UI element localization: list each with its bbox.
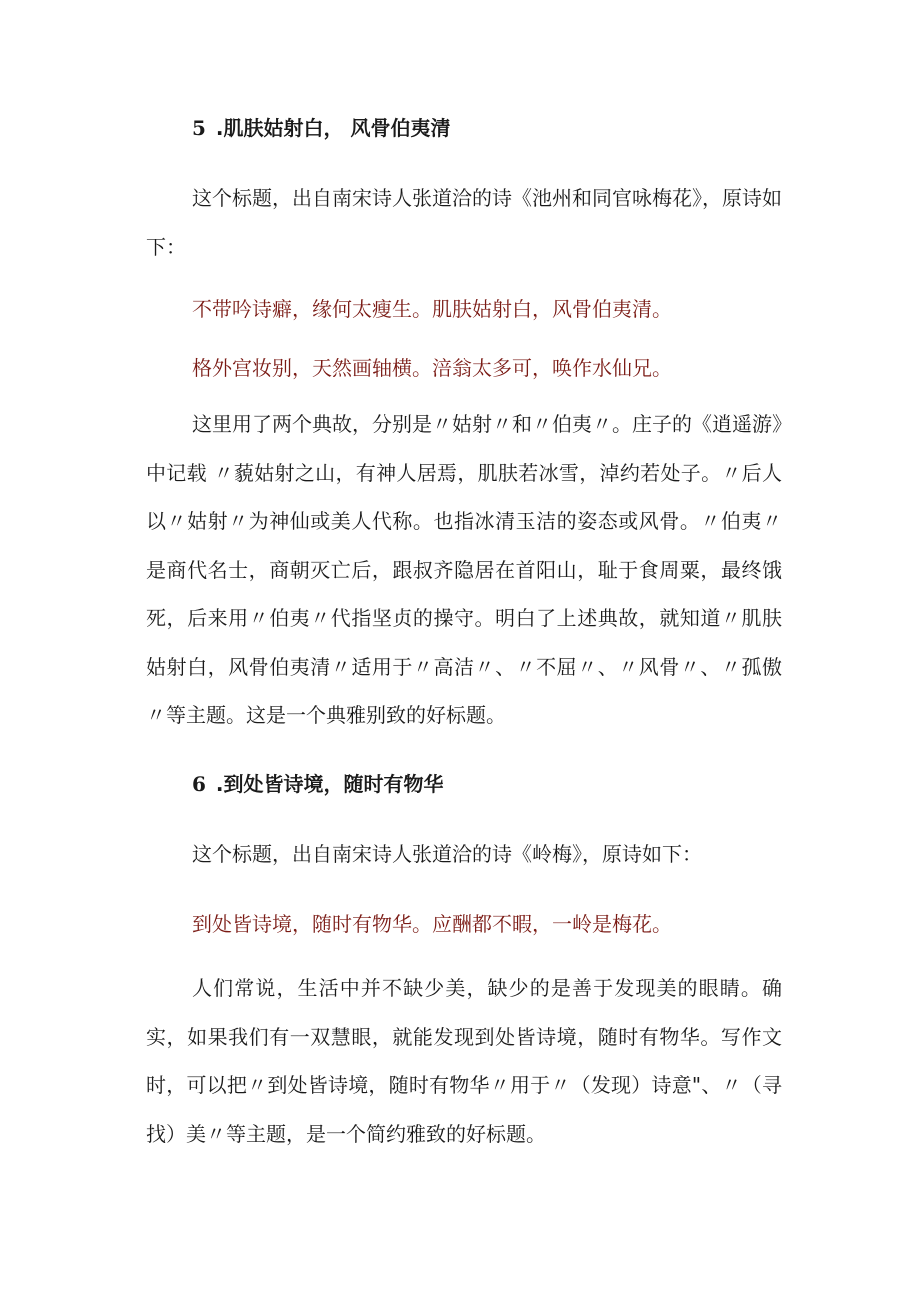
- section-6-title: .到处皆诗境，随时有物华: [215, 772, 444, 796]
- section-5-body: 这里用了两个典故，分别是〃姑射〃和〃伯夷〃。庄子的《逍遥游》中记载 〃藐姑射之山，有神人居焉，肌肤若冰雪，淖约若处子。〃后人以〃姑射〃为神仙或美人代称。也指冰清玉洁的姿态或风骨。〃伯夷〃是商代名士，商朝灭亡后，跟叔齐隐居在首阳山，耻于食周粟，最终饿死，后来用〃伯夷〃代指坚贞的操守。明白了上述典故，就知道〃肌肤姑射白，风骨伯夷清〃适用于〃高洁〃、〃不屈〃、〃风骨〃、〃孤傲〃等主题。这是一个典雅别致的好标题。: [146, 412, 782, 727]
- section-5-number: 5: [192, 116, 206, 140]
- section-6-heading: [192, 768, 444, 797]
- section-5-poem-line-2: 格外宫妆别，天然画轴横。涪翁太多可，唤作水仙兄。: [192, 356, 672, 380]
- section-6-intro: 这个标题，出自南宋诗人张道洽的诗《岭梅》，原诗如下：: [192, 842, 702, 866]
- section-5-poem-line-1: 不带吟诗癖，缘何太瘦生。肌肤姑射白，风骨伯夷清。: [192, 297, 672, 321]
- section-5-intro: 这个标题，出自南宋诗人张道洽的诗《池州和同官咏梅花》，原诗如下：: [146, 186, 782, 259]
- section-5-heading: [192, 112, 450, 141]
- section-6-number: 6: [192, 772, 206, 796]
- section-6-poem-line-1: 到处皆诗境，随时有物华。应酬都不暇，一岭是梅花。: [192, 912, 672, 936]
- section-5-title: .肌肤姑射白， 风骨伯夷清: [215, 116, 451, 140]
- section-6-body: 人们常说，生活中并不缺少美，缺少的是善于发现美的眼睛。确实，如果我们有一双慧眼，就能发现到处皆诗境，随时有物华。写作文时，可以把〃到处皆诗境，随时有物华〃用于〃（发现）诗意"、〃（寻找）美〃等主题，是一个简约雅致的好标题。: [146, 976, 782, 1146]
